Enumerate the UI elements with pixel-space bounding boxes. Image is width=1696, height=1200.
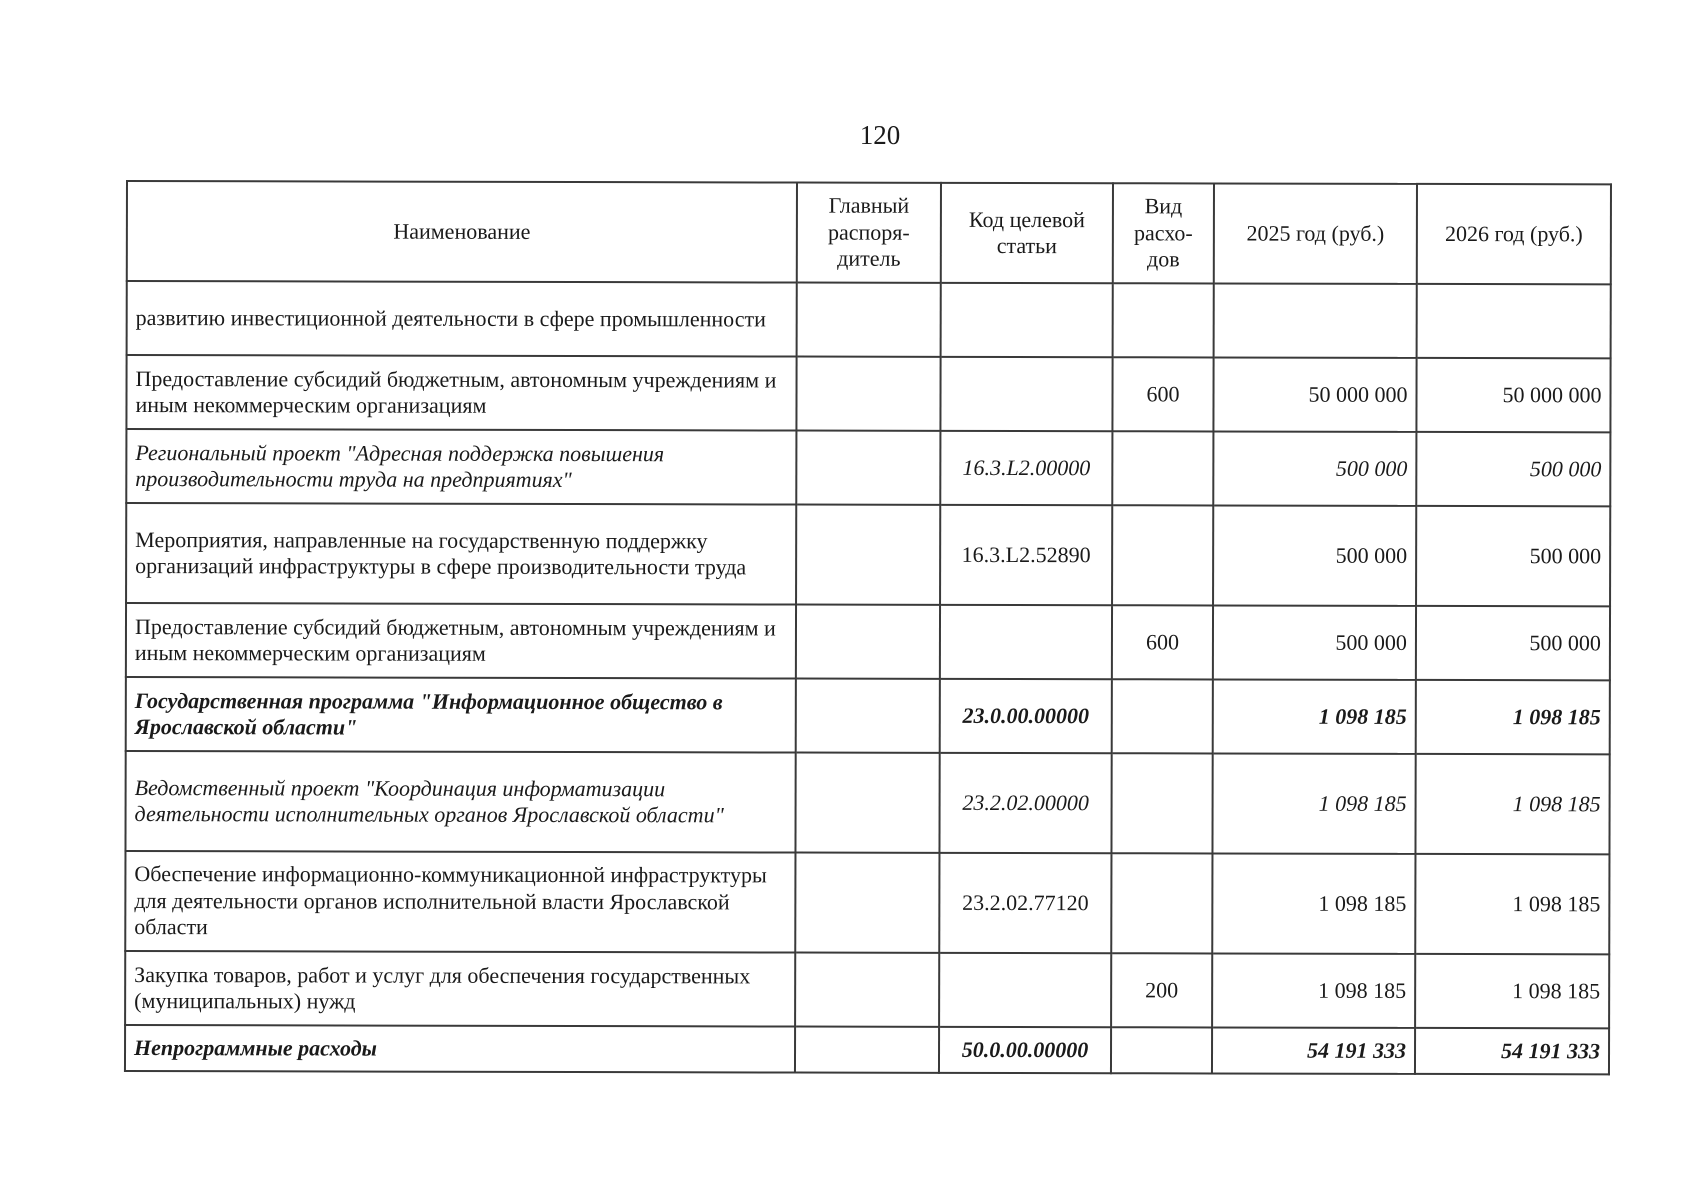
row-2025 <box>1214 283 1417 357</box>
row-vid <box>1112 505 1213 605</box>
table-row <box>127 281 1611 358</box>
row-2025: 54 191 333 <box>1212 1027 1415 1073</box>
row-vid <box>1111 853 1212 953</box>
table-row <box>126 503 1610 606</box>
row-main-manager <box>795 853 939 953</box>
table-row <box>125 1025 1609 1074</box>
row-name: Ведомственный проект "Координация информатизации деятельности исполнительных органов Ярославской области" <box>125 751 795 853</box>
row-name: Закупка товаров, работ и услуг для обеспечения государственных (муниципальных) нужд <box>125 951 795 1027</box>
row-2025: 500 000 <box>1213 605 1416 679</box>
row-main-manager <box>796 605 940 679</box>
row-2025: 1 098 185 <box>1212 753 1415 853</box>
row-2026 <box>1417 284 1611 358</box>
table-row <box>125 951 1609 1028</box>
table-row <box>126 677 1610 754</box>
row-main-manager <box>796 431 940 505</box>
row-main-manager <box>796 679 940 753</box>
table-row <box>125 851 1609 954</box>
row-main-manager <box>796 505 940 605</box>
row-code: 16.3.L2.00000 <box>940 431 1112 505</box>
row-2026: 1 098 185 <box>1415 954 1609 1028</box>
row-main-manager <box>796 357 940 431</box>
row-name: Предоставление субсидий бюджетным, автономным учреждениям и иным некоммерческим организациям <box>126 603 796 679</box>
header-name: Наименование <box>127 181 797 283</box>
table-row <box>126 355 1610 432</box>
row-2025: 500 000 <box>1213 431 1416 505</box>
row-vid <box>1112 431 1213 505</box>
row-main-manager <box>795 953 939 1027</box>
row-2025: 1 098 185 <box>1212 853 1415 953</box>
row-vid: 600 <box>1112 357 1213 431</box>
row-name: Непрограммные расходы <box>125 1025 795 1073</box>
header-expense-type: Вид расхо-дов <box>1113 183 1214 283</box>
row-code: 23.0.00.00000 <box>940 679 1112 753</box>
page-number: 120 <box>859 120 901 150</box>
table-row <box>126 603 1610 680</box>
row-2026: 500 000 <box>1416 506 1610 606</box>
row-code <box>939 953 1111 1027</box>
row-2026: 1 098 185 <box>1416 680 1610 754</box>
row-main-manager <box>795 1027 939 1073</box>
row-2025: 500 000 <box>1213 505 1416 605</box>
row-main-manager <box>797 283 941 357</box>
header-year-2026: 2026 год (руб.) <box>1417 184 1611 284</box>
row-vid: 200 <box>1111 953 1212 1027</box>
row-name: Государственная программа "Информационное общество в Ярославской области" <box>126 677 796 753</box>
row-code: 23.2.02.00000 <box>939 753 1111 853</box>
row-code <box>941 283 1113 357</box>
row-main-manager <box>795 753 939 853</box>
table-row <box>126 429 1610 506</box>
row-vid <box>1111 1027 1212 1073</box>
row-name: развитию инвестиционной деятельности в сфере промышленности <box>127 281 797 357</box>
row-vid <box>1113 283 1214 357</box>
row-code: 16.3.L2.52890 <box>940 505 1112 605</box>
row-2026: 500 000 <box>1416 606 1610 680</box>
row-vid <box>1111 753 1212 853</box>
row-name: Региональный проект "Адресная поддержка повышения производительности труда на предприятиях" <box>126 429 796 505</box>
header-year-2025: 2025 год (руб.) <box>1214 183 1417 283</box>
row-2026: 54 191 333 <box>1415 1028 1609 1074</box>
row-2026: 1 098 185 <box>1415 854 1609 954</box>
row-name: Мероприятия, направленные на государственную поддержку организаций инфраструктуры в сфере производительности труда <box>126 503 796 605</box>
row-2025: 1 098 185 <box>1212 953 1415 1027</box>
row-code: 23.2.02.77120 <box>939 853 1111 953</box>
header-target-code: Код целевой статьи <box>941 183 1113 283</box>
table-header-row <box>127 181 1611 284</box>
row-name: Предоставление субсидий бюджетным, автономным учреждениям и иным некоммерческим организациям <box>126 355 796 431</box>
row-2025: 1 098 185 <box>1213 679 1416 753</box>
row-code <box>940 357 1112 431</box>
header-main-manager: Главный распоря-дитель <box>797 183 941 283</box>
row-code <box>940 605 1112 679</box>
table-row <box>125 751 1609 854</box>
row-2026: 1 098 185 <box>1415 754 1609 854</box>
row-name: Обеспечение информационно-коммуникационной инфраструктуры для деятельности органов исполнительной власти Ярославской области <box>125 851 795 953</box>
row-2025: 50 000 000 <box>1213 357 1416 431</box>
row-code: 50.0.00.00000 <box>939 1027 1111 1073</box>
row-2026: 50 000 000 <box>1416 358 1610 432</box>
row-vid: 600 <box>1112 605 1213 679</box>
row-2026: 500 000 <box>1416 432 1610 506</box>
budget-table <box>124 180 1612 1075</box>
row-vid <box>1112 679 1213 753</box>
